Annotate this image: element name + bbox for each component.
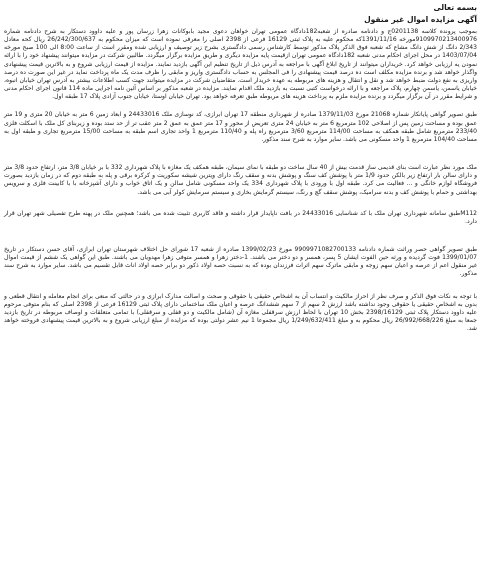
notice-title: بسمه تعالی xyxy=(433,3,477,12)
notice-paragraph-case-details: بموجب پرونده کلاسه 0201138ج و دادنامه صادره از شعبه182دادگاه عمومی تهران خواهان دعوی مجید بابوکانات زهرا زرسان پور و علیه داوود دستکار به شرح دادنامه شماره 9109970213400976مورخه 1391/11/16که محکوم علیه به پلاک ثبتی 16129 فرعی از 2398 اصلی را معرفی نموده است که میزان محکوم به 26/242/300/637 ریال کحه معادل 2/343 دانگ از شش دانگ مشاع که شعبه فوق الذکر پلاک مذکور توسط کارشناس رسمی دادگستری بشرح زیر توصیف و ارزیابی شده ومقرر است از ساعت 8:00 الی 100 صبح مورخه 1403/07/04 در محل اجرای احکام مدنی شعبه 182دادگاه عمومی تهران ازقیمت پایه مزایده دیگری و طریق مزایده برگزار میگردد. طالبین شرکت در مزایده میتوانند پیشنهاد خود را با ارائه نمودن یه ارزیابی خواهد کرد. خریداران میتوانند از تاریخ ابلاغ آگهی با مراجعه به آدرس ذیل از تاریخ تنظیم این آگهی بازدید نمایند. مزایده از قیمت ارزیابی شروع و به بالاترین قیمت پیشنهادی واگذار خواهد شد و برنده مزایده مکلف است ده درصد قیمت پیشنهادی را فی المجلس به حساب دادگستری واریز و مابقی را ظرف مدت یک ماه پرداخت نماید در غیر این صورت ده درصد واریزی به نفع دولت ضبط خواهد شد و نقل و انتقال و هزینه های مربوطه به عهده خریدار است. متقاضیان شرکت در مزایده میتوانند جهت کسب اطلاعات بیشتر به آدرس تهران خیابان انبوه، خیابان یاسمن، یاسمن چهارم، پلاک مراجعه و با ارائه درخواست کتبی نسبت به بازدید ملک اقدام نمایند. مزایده در شعبه مذکور بر اساس آئین نامه اجرایی ماده 114 قانون اجرای احکام مدنی و شرایط مقرر در آن برگزار میگردد و برنده مزایده ملزم به پرداخت هزینه های مربوطه طبق تعرفه خواهد بود. تهران خیابان اوستا، خیابان جنوب آزادی پلاک 17 طبقه اول. xyxy=(4,28,478,101)
notice-paragraph-valuation: با توجه به نکات فوق الذکر و صرف نظر از احراز مالکیت و انتساب آن به اشخاص حقیقی یا حقوقی و صحت و اصالت مدارک ابرازی و در حالتی که منعی برای انجام معامله و انتقال قطعی و بدون به اشخاص حقیقی یا حقوقی وجود نداشته باشد ارزش 2 سهم از 7 سهم ششدانگ عرصه و اعیان ملک ساختمانی دارای پلاک ثبتی 16129 فرعی از 2398 اصلی که بنام متوفی مرحوم علیه داوود دستکار پلاک ثبتی 2398/16129 بخش 10 تهران با لحاظ ارزش سرقفلی مغازه آن (شامل مالکیت و دو قفلی و سرقفلی) با تمامی متعلقات و اوصاف مربوطه در تاریخ بازدید جمعا به مبلغ 26/992/668/226 ریال محکوم به و مبلغ 1/249/632/411 ریال مجموعا 1 نیم عشر دولتی بوده که مزایده از مبلغ ارزیابی شروع و به بالاترین قیمت پیشنهادی فروخته خواهد شد. xyxy=(4,292,478,333)
notice-paragraph-inheritance: طبق تصویر گواهی حصر وراثت شماره دادنامه 9909971082700133 مورخ 1399/02/23 صادره از شعبه 17 شورای حل اختلاف شهرستان تهران ابرازی، آقای حسن دستکار در تاریخ 1399/01/07 فوت گردیده و ورثه حین الفوت ایشان 5 پسر، همسر و دو دختر می باشند. 1-دختر زهرا و همسر متوفی زهرا مهدویان می باشند. طبق این گواهی یک ششم از قیمت اموال غیر منقول اعم از عرصه و اعیان سهم زوجه و مابقی ماترک سهم اثرات فرزندان بوده که به نسبت حصه اولاد ذکور دو برابر حصه اولاد اناث قابل تقسیم می باشد. سایر موارد به شرح سند مذکور. xyxy=(4,245,478,278)
notice-subtitle: آگهی مزایده اموال غیر منقول xyxy=(364,15,477,24)
auction-notice xyxy=(4,3,477,333)
notice-paragraph-zoning: M112طبق سامانه شهرداری تهران ملک با کد شناسایی 24433016 در بافت ناپایدار قرار داشته و فاقد کاربری تثبیت شده می باشد؛ همچنین ملک در پهنه طرح تفصیلی شهر تهران قرار دارد. xyxy=(4,209,478,225)
notice-paragraph-building-permit: طبق تصویر گواهی پایانکار شماره 21068 مورخ 1379/11/03 صادره از شهرداری منطقه 17 تهران ابرازی، کد نوسازی ملک 24433016 و ابعاد زمین 6 متر به خیابان 20 متری و 19 متر عمق بوده و مساحت زمین پس از اصلاحی 102 مترمربع 6 متر به خیابان 24 متری تعریض از محور و 17 متر عمق به عمق 2 متر عقب تر از حد ستد بوده و زیربنای کل ملک با اسکلت فلزی 233/40 مترمربع شامل طبقه همکف به مساحت 114/00 مترمربع 3/60 مترمربع راه پله و 110/40 مترمربع 1 واحد تجاری اسم طبقه به مساحت 15/00 مترمربع تجاری و طبقه اول به مساحت 104/40 مترمربع 1 واحد مسکونی می باشد. سایر موارد به شرح سند مذکور. xyxy=(4,111,478,143)
notice-paragraph-property-description: ملک مورد نظر عبارت است بنای قدیمی ساز قدمت بیش از 40 سال ساخت دو طبقه با نمای سیمان، طبقه همکف یک مغازه با پلاک شهرداری 332 با بر خیابان 3/8 متر، ارتفاع حدود 3/8 متر و دارای سالن بار ارتفاع زیر بالکن حدود 1/9 متر با پوشش کف سنگ و پوشش بدنه و سقف رنگ دارای ویترین شیشه سکوریت و کرکره برقی و پله به طبقه دوم که در زمان بازدید بصورت فروشگاه لوازم خانگی و ... فعالیت می کرد. طبقه اول با ورودی با پلاک شهرداری 334 یک واحد مسکونی شامل سالن و یک اتاق خواب و دارای آشپزخانه با با کابینت فلزی و سرویس بهداشتی و حمام با پوشش کف و بدنه سرامیک، پوشش سقف گچ و رنگ، سیستم گرمایش بخاری و سیستم سرمایش کولر آبی می باشد. xyxy=(4,164,478,196)
